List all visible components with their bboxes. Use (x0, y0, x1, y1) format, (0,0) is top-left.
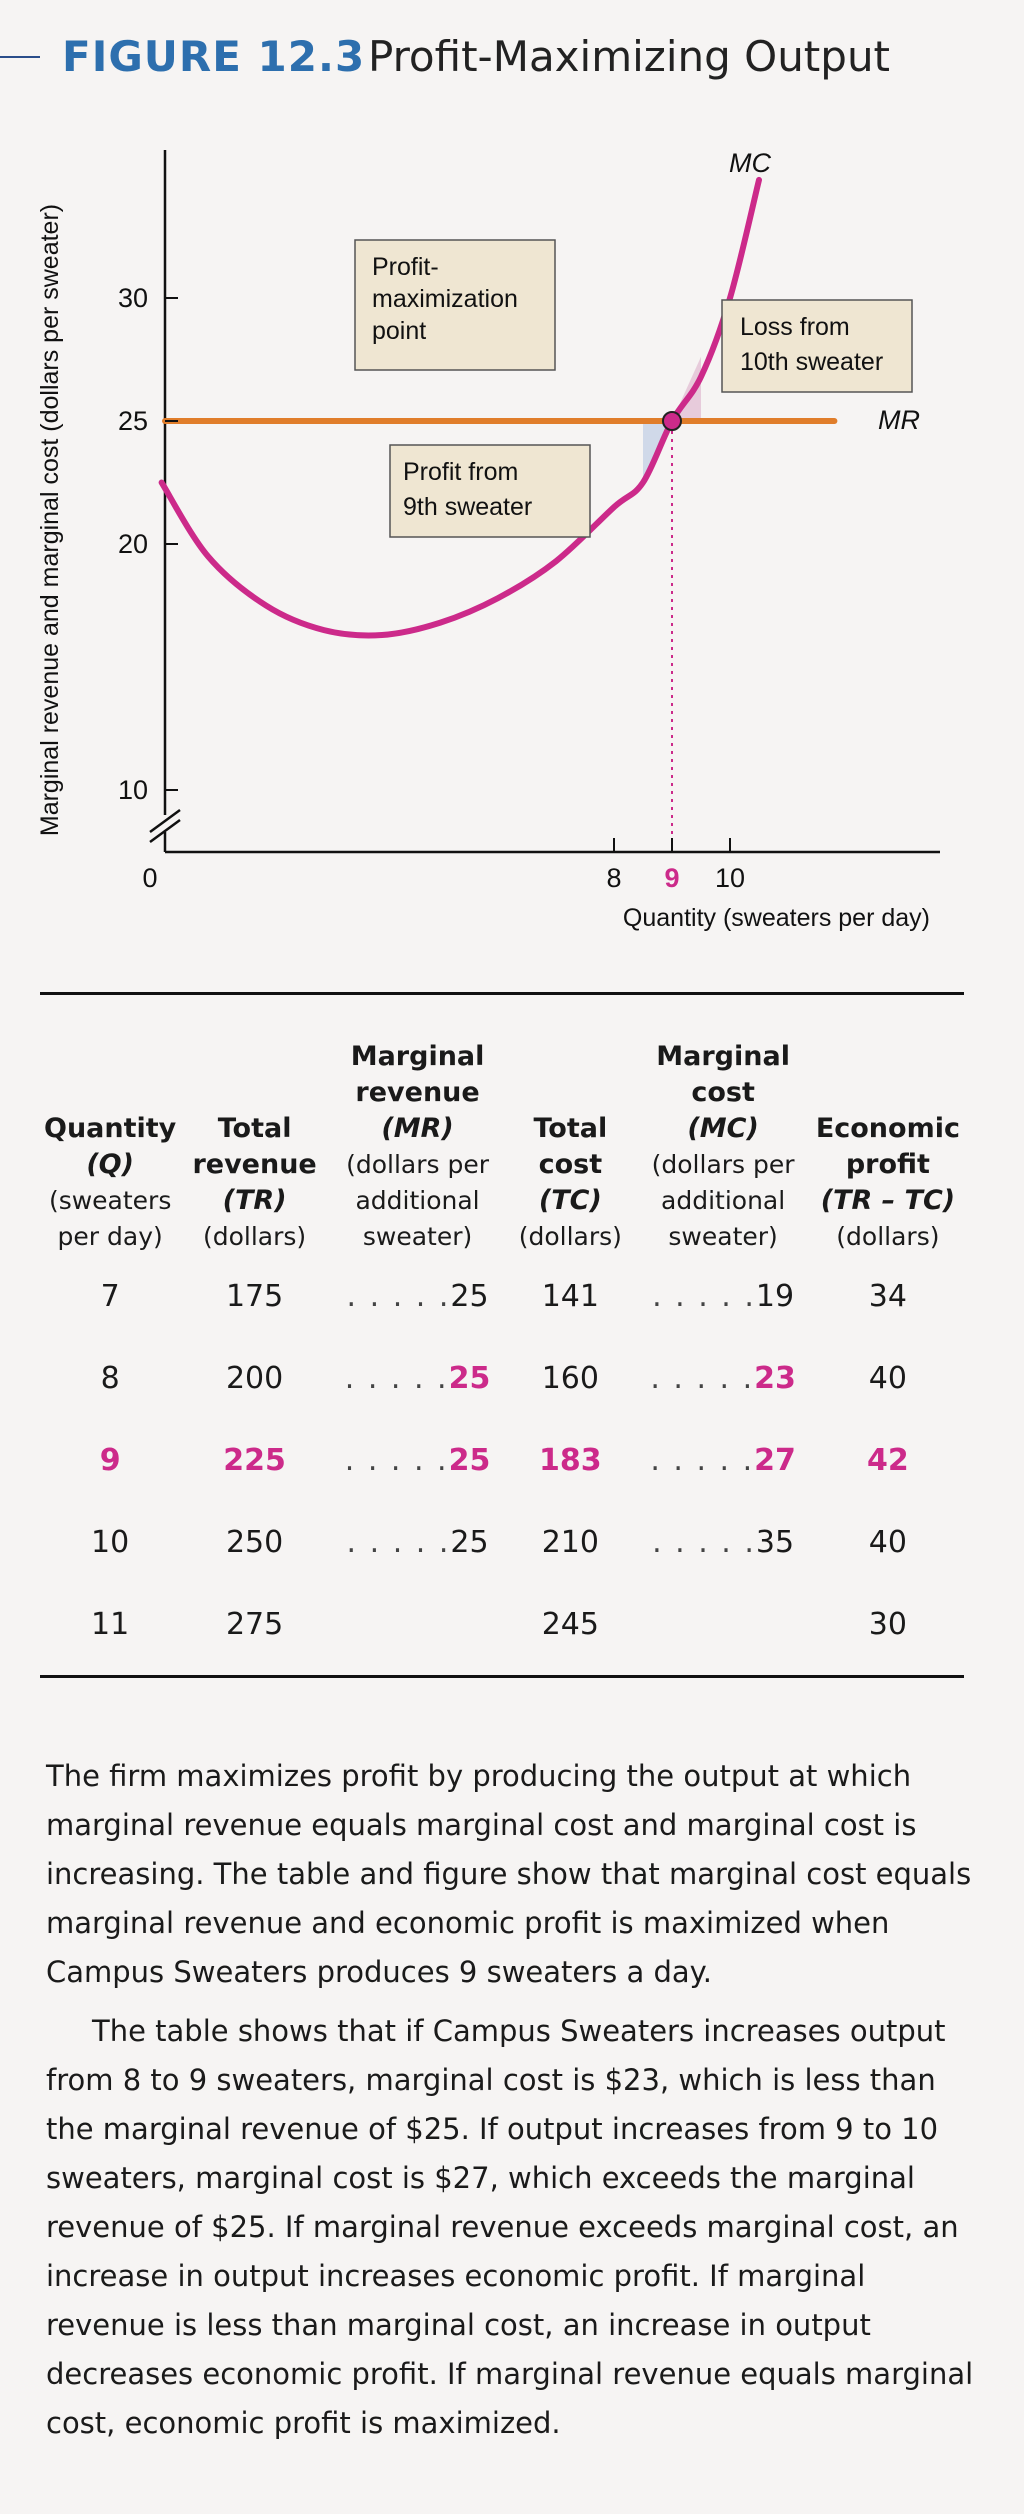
cell-mc (634, 1419, 811, 1501)
caption-paragraph-2: The table shows that if Campus Sweaters increases output from 8 to 9 sweaters, marginal cost is $23, which is less than the marginal revenue of $25. If output increases from 9 to 10 sweaters, marginal cost is $27, which exceeds the marginal revenue of $25. If marginal revenue exceeds marginal cost, an increase in output increases economic profit. If marginal revenue is less than marginal cost, an increase in output decreases economic profit. If marginal revenue equals marginal cost, economic profit is maximized. (46, 2014, 974, 2440)
marginal-mr-value (345, 1443, 491, 1478)
annotation-profit-max-line3: point (372, 317, 427, 345)
cell-mr (329, 1583, 506, 1665)
table-row (40, 1501, 964, 1583)
y-tick-label-25: 25 (117, 406, 148, 436)
table-row (40, 1419, 964, 1501)
table-header-symbol-3: (MR) (381, 1113, 454, 1144)
caption (46, 1752, 990, 2448)
cell-tc: 141 (541, 1278, 599, 1314)
cell-mc (634, 1337, 811, 1419)
table-header-row (40, 995, 964, 1255)
cell-tc: 183 (539, 1442, 602, 1478)
marginal-value-text: 35 (755, 1524, 795, 1560)
marginal-mr-value (347, 1525, 489, 1560)
leader-dots: . . . . . (650, 1442, 755, 1478)
annotation-loss-line1: Loss from (740, 313, 850, 341)
table-header-main-2: Total revenue (192, 1113, 317, 1180)
marginal-mr-value (347, 1279, 489, 1314)
table-header-3 (329, 995, 506, 1255)
table-row (40, 1337, 964, 1419)
table-row (40, 1583, 964, 1665)
cell-mr (329, 1337, 506, 1419)
annotation-profit-9th-line2: 9th sweater (403, 493, 533, 521)
x-tick-label-8: 8 (606, 863, 622, 893)
marginal-value-text: 25 (450, 1524, 489, 1560)
leader-dots: . . . . . (344, 1442, 449, 1478)
cell-tc: 160 (541, 1360, 599, 1396)
y-tick-label-10: 10 (117, 775, 148, 805)
table-header-4 (506, 995, 634, 1255)
marginal-mc-value (650, 1361, 796, 1396)
marginal-mc-value (652, 1279, 794, 1314)
table-header-main-6: Economic profit (815, 1113, 960, 1180)
table-header-unit-6: (dollars) (836, 1222, 940, 1251)
table-header-main-5: Marginal cost (656, 1041, 790, 1108)
table-header-symbol-6: (TR – TC) (820, 1185, 956, 1216)
cell-profit: 34 (868, 1278, 907, 1314)
leader-dots: . . . . . (346, 1524, 451, 1560)
caption-paragraph-1: The firm maximizes profit by producing the output at which marginal revenue equals marginal cost and marginal cost is increasing. The table and figure show that marginal cost equals marginal revenue and economic profit is maximized when Campus Sweaters produces 9 sweaters a day. (46, 1759, 972, 1989)
figure-number: FIGURE 12.3 (62, 32, 366, 81)
leader-dots: . . . . . (652, 1524, 756, 1560)
cell-q: 7 (100, 1278, 120, 1314)
table-header-unit-3: (dollars per additional sweater) (346, 1150, 490, 1251)
table-header-unit-4: (dollars) (518, 1222, 622, 1251)
x-tick-label-0: 0 (142, 863, 158, 893)
y-tick-label-30: 30 (117, 283, 148, 313)
cell-profit: 30 (868, 1606, 907, 1642)
x-tick-label-10: 10 (714, 863, 746, 893)
cell-q: 8 (100, 1360, 120, 1396)
marginal-value-text: 23 (754, 1360, 796, 1396)
leader-dots: . . . . . (652, 1278, 756, 1314)
figure-title: Profit-Maximizing Output (368, 32, 891, 81)
cell-mc (634, 1255, 811, 1337)
annotation-loss-line2: 10th sweater (740, 348, 884, 376)
table-header-2 (180, 995, 329, 1255)
cell-mr (329, 1501, 506, 1583)
cell-tc: 245 (541, 1606, 599, 1642)
y-axis-label: Marginal revenue and marginal cost (dollars per sweater) (36, 203, 64, 837)
marginal-value-text: 25 (448, 1360, 491, 1396)
series-label-mc: MC (729, 147, 771, 178)
table-header-unit-5: (dollars per additional sweater) (651, 1150, 795, 1251)
leader-dots: . . . . . (344, 1360, 449, 1396)
cell-q: 9 (99, 1442, 121, 1478)
table-header-unit-2: (dollars) (202, 1222, 307, 1251)
table-body (40, 1255, 964, 1665)
table-header-main-3: Marginal revenue (350, 1041, 485, 1108)
cell-profit: 42 (867, 1442, 909, 1478)
annotation-profit-max-line1: Profit- (372, 253, 439, 281)
marginal-value-text: 25 (450, 1278, 489, 1314)
annotation-profit-max-line2: maximization (372, 285, 518, 313)
cell-mc (634, 1583, 811, 1665)
table-header-main-4: Total cost (533, 1113, 608, 1180)
table-header-symbol-4: (TC) (538, 1185, 602, 1216)
equilibrium-point (663, 412, 681, 430)
header-rule (0, 56, 40, 58)
cell-mc (634, 1501, 811, 1583)
annotation-profit-9th-line1: Profit from (403, 458, 519, 486)
y-tick-label-20: 20 (117, 529, 148, 559)
cell-mr (329, 1255, 506, 1337)
annotation-profit-9th (390, 445, 590, 537)
table-header-symbol-5: (MC) (687, 1113, 759, 1144)
marginal-mc-value (652, 1525, 794, 1560)
table-header-6 (812, 995, 964, 1255)
cell-q: 11 (91, 1606, 130, 1642)
marginal-value-text: 25 (448, 1442, 491, 1478)
table-header-1 (40, 995, 180, 1255)
table-header-symbol-1: (Q) (86, 1149, 134, 1180)
table-header-main-1: Quantity (44, 1113, 177, 1144)
x-axis-label: Quantity (sweaters per day) (622, 904, 930, 932)
marginal-value-text: 19 (755, 1278, 795, 1314)
table-header-unit-1: (sweaters per day) (48, 1186, 172, 1251)
table-row (40, 1255, 964, 1337)
leader-dots: . . . . . (346, 1278, 451, 1314)
cell-tc: 210 (541, 1524, 599, 1560)
annotation-loss (722, 300, 912, 392)
cell-profit: 40 (868, 1524, 907, 1560)
marginal-mr-value (345, 1361, 491, 1396)
table-bottom-rule (40, 1675, 964, 1678)
x-tick-label-9: 9 (664, 863, 680, 893)
cell-mr (329, 1419, 506, 1501)
figure-header (0, 22, 1024, 92)
cell-tr: 250 (225, 1524, 284, 1560)
leader-dots: . . . . . (650, 1360, 755, 1396)
marginal-mc-value (650, 1443, 796, 1478)
cell-q: 10 (91, 1524, 130, 1560)
table-header-5 (634, 995, 811, 1255)
cell-tr: 275 (225, 1606, 284, 1642)
cell-profit: 40 (868, 1360, 907, 1396)
table-header-symbol-2: (TR) (222, 1185, 287, 1216)
cell-tr: 200 (225, 1360, 284, 1396)
chart (0, 90, 1024, 970)
cell-tr: 225 (223, 1442, 286, 1478)
cell-tr: 175 (225, 1278, 284, 1314)
marginal-value-text: 27 (754, 1442, 796, 1478)
data-table (40, 992, 964, 1678)
annotation-profit-max (355, 240, 555, 370)
series-label-mr: MR (878, 405, 920, 435)
